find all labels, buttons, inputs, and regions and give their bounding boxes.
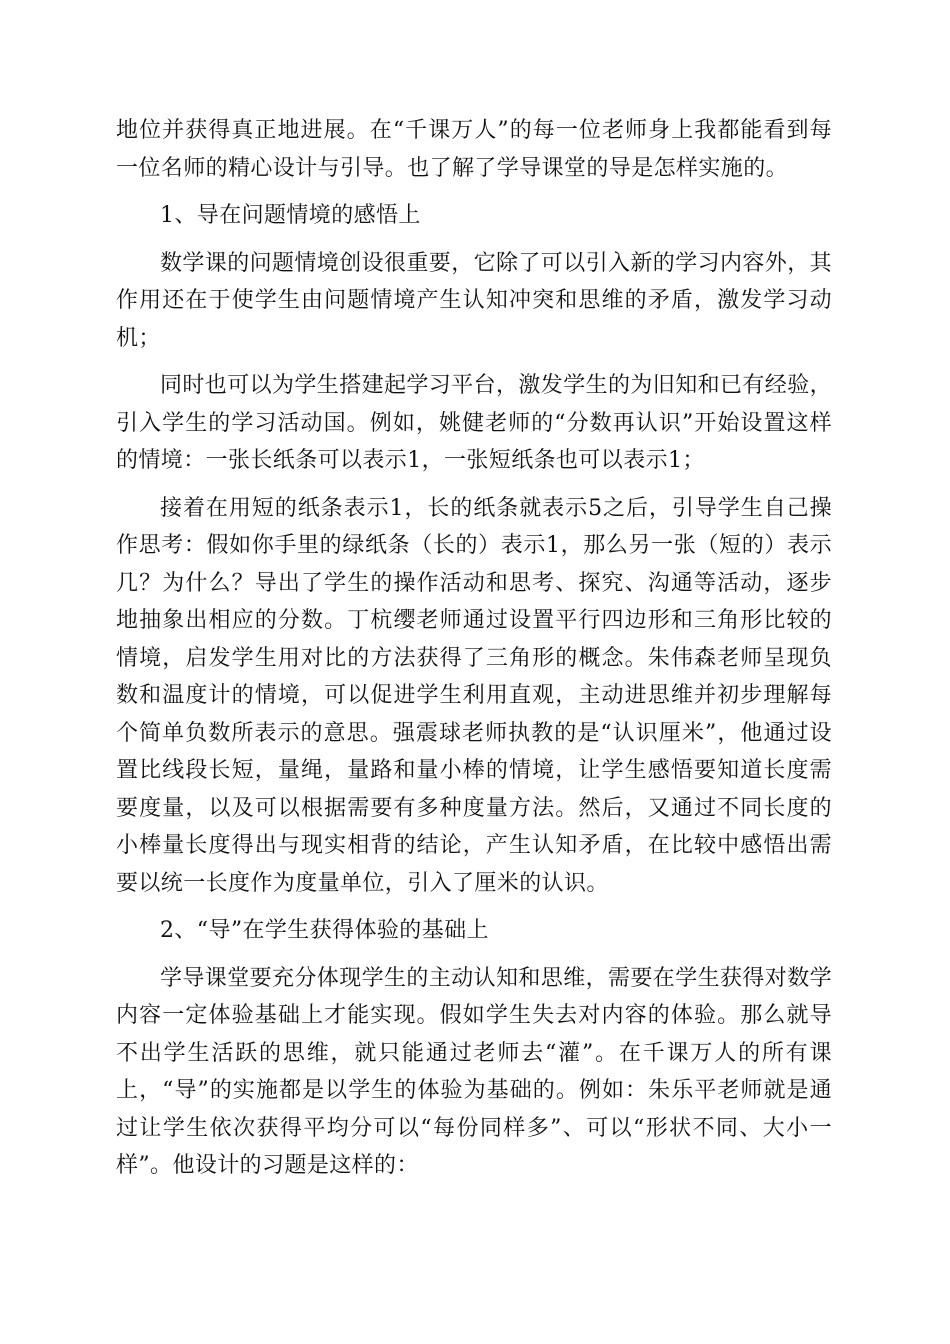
paragraph-learning-platform: 同时也可以为学生搭建起学习平台，激发学生的为旧知和已有经验，引入学生的学习活动国。例如，姚健老师的“分数再认识”开始设置这样的情境：一张长纸条可以表示1，一张短纸条也可以表示1； [116,373,833,473]
section-heading-1: 1、导在问题情境的感悟上 [160,203,421,228]
section-heading-2: 2、“导”在学生获得体验的基础上 [160,918,489,943]
paragraph-intro-continuation: 地位并获得真正地进展。在“千课万人”的每一位老师身上我都能看到每一位名师的精心设计与引导。也了解了学导课堂的导是怎样实施的。 [116,118,832,181]
document-body [116,112,832,1195]
paragraph-teacher-examples: 接着在用短的纸条表示1，长的纸条就表示5之后，引导学生自己操作思考：假如你手里的绿纸条（长的）表示1，那么另一张（短的）表示几？为什么？导出了学生的操作活动和思考、探究、沟通等活动，逐步地抽象出相应的分数。丁杭缨老师通过设置平行四边形和三角形比较的情境，启发学生用对比的方法获得了三角形的概念。朱伟森老师呈现负数和温度计的情境，可以促进学生利用直观，主动进思维并初步理解每个简单负数所表示的意思。强震球老师执教的是“认识厘米”，他通过设置比线段长短，量绳，量路和量小棒的情境，让学生感悟要知道长度需要度量，以及可以根据需要有多种度量方法。然后，又通过不同长度的小棒量长度得出与现实相背的结论，产生认知矛盾，在比较中感悟出需要以统一长度作为度量单位，引入了厘米的认识。 [116,495,832,896]
paragraph-problem-context: 数学课的问题情境创设很重要，它除了可以引入新的学习内容外，其作用还在于使学生由问题情境产生认知冲突和思维的矛盾，激发学习动机； [116,250,833,351]
paragraph-student-experience: 学导课堂要充分体现学生的主动认知和思维，需要在学生获得对数学内容一定体验基础上才能实现。假如学生失去对内容的体验。那么就导不出学生活跃的思维，就只能通过老师去“灌”。在千课万人的所有课上，“导”的实施都是以学生的体验为基础的。例如：朱乐平老师就是通过让学生依次获得平均分可以“每份同样多”、可以“形状不同、大小一样”。他设计的习题是这样的： [116,965,833,1178]
